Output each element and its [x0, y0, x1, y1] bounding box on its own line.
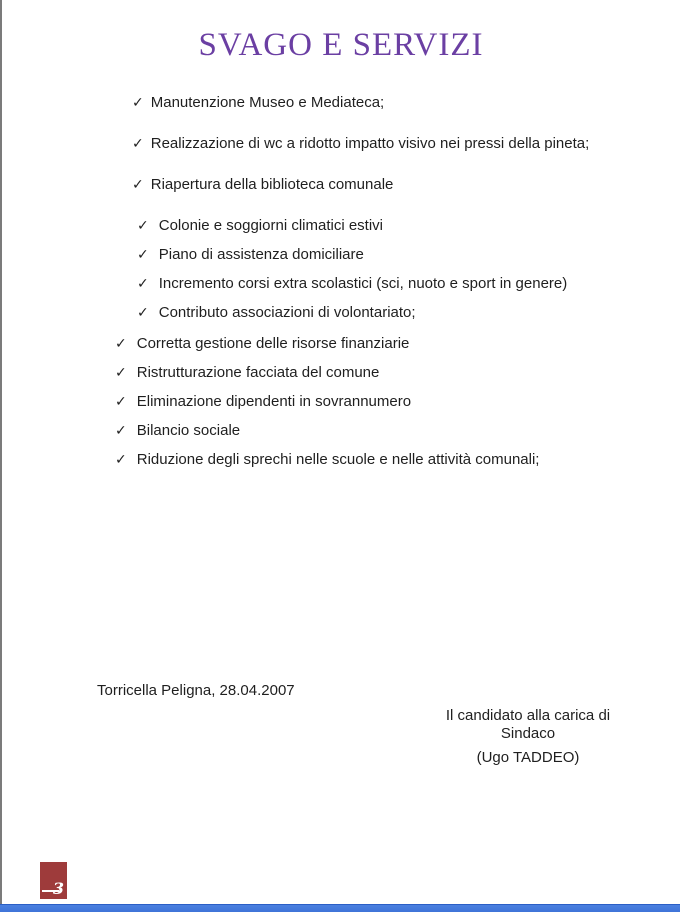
checkmark-icon: ✓: [137, 305, 149, 321]
checkmark-icon: ✓: [137, 218, 149, 234]
page-number-badge: [40, 862, 67, 899]
page-title: SVAGO E SERVIZI: [198, 27, 484, 63]
list-item-text: Eliminazione dipendenti in sovrannumero: [136, 393, 412, 410]
list-item-text: Incremento corsi extra scolastici (sci, nuoto e sport in genere): [158, 275, 568, 292]
list-item: [132, 134, 680, 154]
list-item-text: Contributo associazioni di volontariato;: [158, 304, 416, 321]
list-item-text: Colonie e soggiorni climatici estivi: [158, 217, 383, 234]
page-number: 3: [52, 879, 64, 898]
list-item-text: Realizzazione di wc a ridotto impatto visivo nei pressi della pineta;: [150, 135, 590, 152]
checkmark-icon: ✓: [115, 336, 127, 352]
list-item-text: Riapertura della biblioteca comunale: [150, 176, 394, 193]
checkmark-icon: ✓: [137, 276, 149, 292]
dateline: Torricella Peligna, 28.04.2007: [97, 682, 295, 699]
list-item-text: Piano di assistenza domiciliare: [158, 246, 364, 263]
list-item: [115, 392, 680, 412]
list-group-2: [2, 216, 680, 323]
list-item: [132, 93, 680, 113]
checkmark-icon: ✓: [132, 95, 144, 111]
list-item-text: Ristrutturazione facciata del comune: [136, 364, 380, 381]
checkmark-icon: ✓: [137, 247, 149, 263]
list-group-1: [2, 93, 680, 195]
list-item: [115, 363, 680, 383]
checkmark-icon: ✓: [115, 452, 127, 468]
signature-role: Il candidato alla carica di Sindaco: [445, 707, 611, 742]
list-item-text: Riduzione degli sprechi nelle scuole e nelle attività comunali;: [136, 451, 540, 468]
checkmark-icon: ✓: [132, 136, 144, 152]
checkmark-icon: ✓: [115, 394, 127, 410]
list-item-text: Corretta gestione delle risorse finanziarie: [136, 335, 410, 352]
list-item: [115, 450, 680, 470]
checkmark-icon: ✓: [115, 365, 127, 381]
signature-block: [418, 707, 638, 767]
list-item: [137, 216, 680, 236]
list-item-text: Bilancio sociale: [136, 422, 241, 439]
list-item: [115, 334, 680, 354]
list-item-text: Manutenzione Museo e Mediateca;: [150, 94, 385, 111]
list-item: [132, 175, 680, 195]
taskbar-strip[interactable]: [0, 904, 680, 912]
checkmark-icon: ✓: [115, 423, 127, 439]
signature-name: (Ugo TADDEO): [476, 749, 580, 766]
checkmark-icon: ✓: [132, 177, 144, 193]
list-item: [137, 274, 680, 294]
list-item: [115, 421, 680, 441]
list-group-3: [2, 334, 680, 470]
list-item: [137, 303, 680, 323]
list-item: [137, 245, 680, 265]
